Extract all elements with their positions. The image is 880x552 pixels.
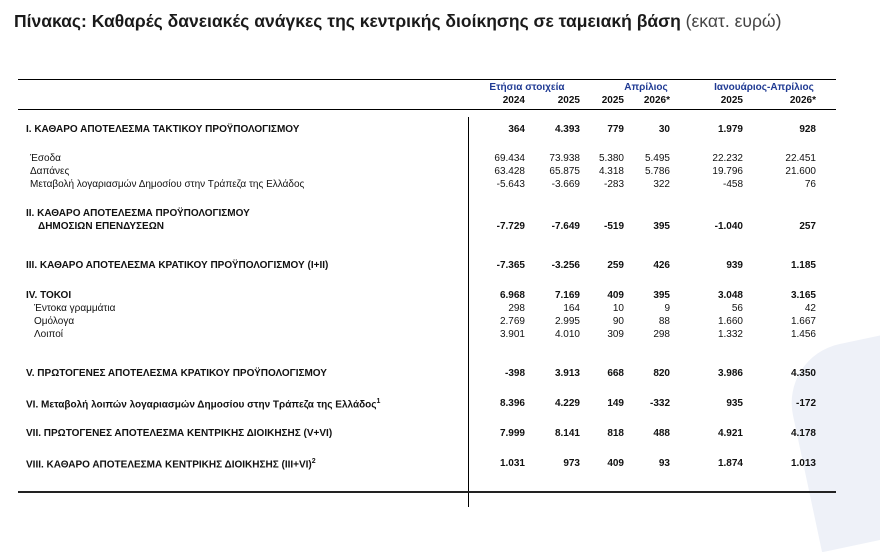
row-label (26, 398, 380, 410)
table-bottom-rule (18, 491, 836, 493)
row-label-text: III. ΚΑΘΑΡΟ ΑΠΟΤΕΛΕΣΜΑ ΚΡΑΤΙΚΟΥ ΠΡΟΫΠΟΛΟΓΙΣΜΟΥ (I+II) (26, 260, 329, 271)
table-cell: -458 (722, 179, 743, 190)
table-cell: 4.393 (554, 124, 580, 135)
table-cell: 779 (607, 124, 624, 135)
table-cell: 818 (607, 428, 624, 439)
table-cell: 30 (658, 124, 670, 135)
row-label (26, 260, 328, 271)
row-label-text: VIII. ΚΑΘΑΡΟ ΑΠΟΤΕΛΕΣΜΑ ΚΕΝΤΡΙΚΗΣ ΔΙΟΙΚΗΣΗΣ (III+VI) (26, 459, 312, 471)
table-cell: 7.999 (499, 428, 525, 439)
table-cell: 8.396 (499, 398, 525, 409)
table-cell: 259 (607, 260, 624, 271)
table-cell: -332 (649, 398, 670, 409)
table-cell: 1.185 (790, 260, 816, 271)
table-cell: 2.769 (499, 316, 525, 327)
table-cell: 56 (731, 303, 743, 314)
table-cell: 1.667 (790, 316, 816, 327)
table-cell: 1.979 (717, 124, 743, 135)
table-cell: 10 (612, 303, 624, 314)
table-cell: 42 (804, 303, 816, 314)
table-cell: 22.451 (785, 153, 816, 164)
table-cell: 1.031 (499, 458, 525, 469)
row-label-text: VII. ΠΡΩΤΟΓΕΝΕΣ ΑΠΟΤΕΛΕΣΜΑ ΚΕΝΤΡΙΚΗΣ ΔΙΟΙΚΗΣΗΣ (V+VI) (26, 428, 333, 439)
table-cell: 1.660 (717, 316, 743, 327)
table-cell: 322 (653, 179, 670, 190)
header-year: 2025 (557, 95, 580, 106)
table-cell: 935 (726, 398, 743, 409)
row-label-text: I. ΚΑΘΑΡΟ ΑΠΟΤΕΛΕΣΜΑ ΤΑΚΤΙΚΟΥ ΠΡΟΫΠΟΛΟΓΙΣΜΟΥ (26, 124, 300, 135)
table-cell: 3.165 (790, 290, 816, 301)
table-cell: 409 (607, 458, 624, 469)
header-group-april: Απρίλιος (624, 82, 668, 93)
header-group-jan-apr: Ιανουάριος-Απρίλιος (714, 82, 814, 93)
title-unit: (εκατ. ευρώ) (680, 11, 782, 31)
table-cell: -3.256 (551, 260, 580, 271)
table-cell: 4.010 (554, 329, 580, 340)
row-label-line2: ΔΗΜΟΣΙΩΝ ΕΠΕΝΔΥΣΕΩΝ (38, 221, 164, 232)
table-cell: 298 (653, 329, 670, 340)
row-label (26, 458, 316, 470)
row-label (34, 303, 115, 314)
header-year: 2024 (502, 95, 525, 106)
table-cell: 395 (653, 290, 670, 301)
table-cell: 668 (607, 368, 624, 379)
table-cell: 164 (563, 303, 580, 314)
table-cell: 395 (653, 221, 670, 232)
header-year: 2026* (789, 95, 816, 106)
table-cell: 69.434 (494, 153, 525, 164)
table-cell: 309 (607, 329, 624, 340)
row-label-text: Έσοδα (30, 153, 61, 164)
row-label (26, 124, 299, 135)
table-cell: 939 (726, 260, 743, 271)
table-cell: 88 (658, 316, 670, 327)
table-cell: 90 (612, 316, 624, 327)
table-cell: 5.786 (644, 166, 670, 177)
table-cell: 820 (653, 368, 670, 379)
row-label-text: Ομόλογα (34, 316, 75, 327)
table-cell: 19.796 (712, 166, 743, 177)
table-cell: -7.729 (496, 221, 525, 232)
table-cell: 6.968 (499, 290, 525, 301)
row-label-text: IV. ΤΟΚΟΙ (26, 290, 72, 301)
table-cell: 65.875 (549, 166, 580, 177)
footnote-marker: 2 (311, 458, 316, 465)
table-cell: 4.350 (790, 368, 816, 379)
table-cell: 4.178 (790, 428, 816, 439)
table-cell: 8.141 (554, 428, 580, 439)
table-cell: 5.495 (644, 153, 670, 164)
table-cell: -1.040 (714, 221, 743, 232)
table-cell: 4.318 (598, 166, 624, 177)
table-cell: 73.938 (549, 153, 580, 164)
table-cell: 1.013 (790, 458, 816, 469)
footnote-marker: 1 (376, 398, 381, 405)
table-cell: 9 (664, 303, 670, 314)
table-cell: -172 (795, 398, 816, 409)
table-cell: 3.048 (717, 290, 743, 301)
row-label-text: II. ΚΑΘΑΡΟ ΑΠΟΤΕΛΕΣΜΑ ΠΡΟΫΠΟΛΟΓΙΣΜΟΥ (26, 208, 250, 219)
row-label-text: Λοιποί (34, 329, 64, 340)
row-label (34, 329, 63, 340)
table-cell: 21.600 (785, 166, 816, 177)
table-cell: -3.669 (551, 179, 580, 190)
table-cell: -283 (603, 179, 624, 190)
table-column-divider (468, 117, 469, 507)
row-label-text: Έντοκα γραμμάτια (34, 303, 116, 314)
table-cell: 2.995 (554, 316, 580, 327)
table-cell: 298 (508, 303, 525, 314)
row-label-text: V. ΠΡΩΤΟΓΕΝΕΣ ΑΠΟΤΕΛΕΣΜΑ ΚΡΑΤΙΚΟΥ ΠΡΟΫΠΟΛΟΓΙΣΜΟΥ (26, 368, 327, 379)
table-header-rule (18, 109, 836, 110)
row-label (26, 368, 327, 379)
table-cell: 63.428 (494, 166, 525, 177)
table-cell: -5.643 (496, 179, 525, 190)
table-cell: 3.901 (499, 329, 525, 340)
table-cell: 93 (658, 458, 670, 469)
row-label-text: Δαπάνες (30, 166, 70, 177)
table-cell: 409 (607, 290, 624, 301)
row-label (26, 208, 250, 219)
header-group-annual: Ετήσια στοιχεία (489, 82, 565, 93)
table-cell: -519 (603, 221, 624, 232)
row-label-text: VI. Μεταβολή λοιπών λογαριασμών Δημοσίου στην Τράπεζα της Ελλάδος (26, 399, 377, 411)
header-year: 2026* (643, 95, 670, 106)
table-cell: 22.232 (712, 153, 743, 164)
page-title (14, 11, 781, 32)
title-main: Πίνακας: Καθαρές δανειακές ανάγκες της κεντρικής διοίκησης σε ταμειακή βάση (14, 11, 681, 31)
table-cell: 5.380 (598, 153, 624, 164)
table-cell: -398 (504, 368, 525, 379)
background-decoration (781, 332, 880, 552)
row-label-text: Μεταβολή λογαριασμών Δημοσίου στην Τράπεζα της Ελλάδος (30, 179, 305, 190)
table-cell: 973 (563, 458, 580, 469)
row-label (30, 153, 61, 164)
row-label (30, 166, 69, 177)
table-cell: 1.874 (717, 458, 743, 469)
row-label (26, 290, 71, 301)
table-cell: 364 (508, 124, 525, 135)
table-cell: 7.169 (554, 290, 580, 301)
row-label (30, 179, 304, 190)
table-cell: 4.921 (717, 428, 743, 439)
table-cell: 149 (607, 398, 624, 409)
table-cell: 1.332 (717, 329, 743, 340)
header-year: 2025 (601, 95, 624, 106)
table-cell: 3.986 (717, 368, 743, 379)
table-cell: 488 (653, 428, 670, 439)
row-label (34, 316, 74, 327)
table-cell: 76 (804, 179, 816, 190)
table-cell: 4.229 (554, 398, 580, 409)
table-cell: 1.456 (790, 329, 816, 340)
table-top-rule (18, 79, 836, 80)
table-cell: 426 (653, 260, 670, 271)
table-cell: 3.913 (554, 368, 580, 379)
table-cell: -7.365 (496, 260, 525, 271)
row-label (26, 428, 332, 439)
header-year: 2025 (720, 95, 743, 106)
table-cell: 928 (799, 124, 816, 135)
table-cell: 257 (799, 221, 816, 232)
table-cell: -7.649 (551, 221, 580, 232)
